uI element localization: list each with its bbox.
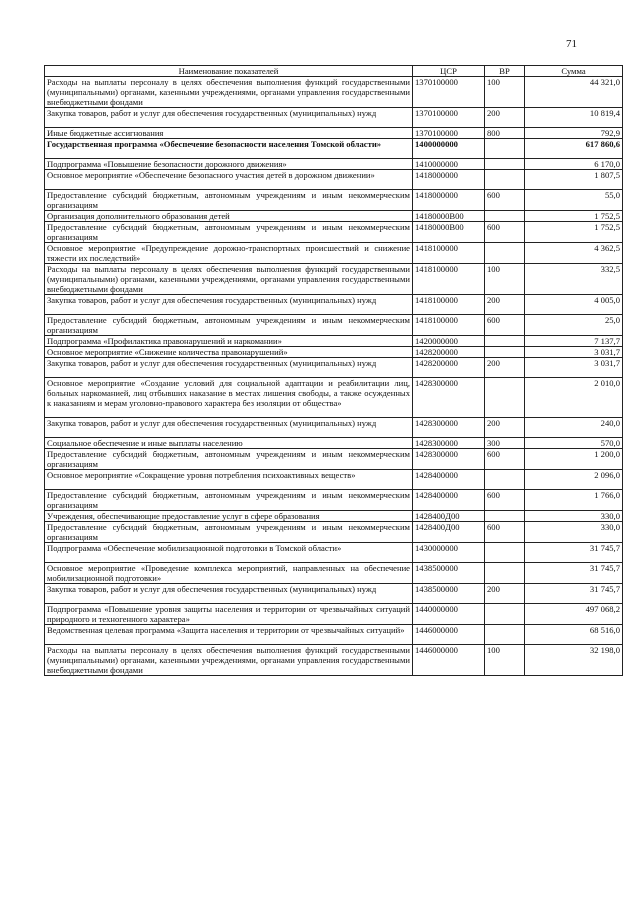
row-vr xyxy=(485,139,525,159)
row-sum: 44 321,0 xyxy=(525,77,623,108)
row-csr: 1370100000 xyxy=(413,77,485,108)
row-sum: 3 031,7 xyxy=(525,358,623,378)
table-row xyxy=(45,522,623,543)
row-name: Подпрограмма «Обеспечение мобилизационной подготовки в Томской области» xyxy=(45,543,413,563)
row-csr: 1418100000 xyxy=(413,243,485,264)
row-name: Учреждения, обеспечивающие предоставление услуг в сфере образования xyxy=(45,511,413,522)
row-vr xyxy=(485,543,525,563)
table-row xyxy=(45,378,623,418)
budget-table xyxy=(44,65,623,676)
header-csr: ЦСР xyxy=(413,66,485,77)
table-row xyxy=(45,511,623,522)
row-csr: 1440000000 xyxy=(413,604,485,625)
row-sum: 1 752,5 xyxy=(525,211,623,222)
header-name: Наименование показателей xyxy=(45,66,413,77)
row-name: Государственная программа «Обеспечение безопасности населения Томской области» xyxy=(45,139,413,159)
row-name: Расходы на выплаты персоналу в целях обеспечения выполнения функций государственными (муниципальными) органами, казенными учреждениями, органами управления государственными внебюджетными фондами xyxy=(45,645,413,676)
row-vr xyxy=(485,170,525,190)
row-csr: 1428300000 xyxy=(413,418,485,438)
row-csr: 1438500000 xyxy=(413,563,485,584)
row-name: Социальное обеспечение и иные выплаты населению xyxy=(45,438,413,449)
table-row xyxy=(45,490,623,511)
row-name: Основное мероприятие «Проведение комплекса мероприятий, направленных на обеспечение мобилизационной подготовки» xyxy=(45,563,413,584)
row-vr xyxy=(485,211,525,222)
table-header-row xyxy=(45,66,623,77)
row-sum: 7 137,7 xyxy=(525,336,623,347)
table-row xyxy=(45,358,623,378)
row-csr: 1428400000 xyxy=(413,470,485,490)
row-name: Предоставление субсидий бюджетным, автономным учреждениям и иным некоммерческим организациям xyxy=(45,522,413,543)
row-vr: 200 xyxy=(485,108,525,128)
row-csr: 1418000000 xyxy=(413,170,485,190)
row-sum: 31 745,7 xyxy=(525,543,623,563)
row-sum: 1 807,5 xyxy=(525,170,623,190)
row-vr xyxy=(485,347,525,358)
row-name: Основное мероприятие «Обеспечение безопасного участия детей в дорожном движении» xyxy=(45,170,413,190)
row-sum: 570,0 xyxy=(525,438,623,449)
row-name: Подпрограмма «Профилактика правонарушений и наркомании» xyxy=(45,336,413,347)
row-name: Предоставление субсидий бюджетным, автономным учреждениям и иным некоммерческим организациям xyxy=(45,190,413,211)
row-name: Организация дополнительного образования детей xyxy=(45,211,413,222)
row-sum: 55,0 xyxy=(525,190,623,211)
row-sum: 32 198,0 xyxy=(525,645,623,676)
row-name: Основное мероприятие «Предупреждение дорожно-транспортных происшествий и снижение тяжести их последствий» xyxy=(45,243,413,264)
row-vr xyxy=(485,563,525,584)
row-csr: 1428200000 xyxy=(413,347,485,358)
row-name: Ведомственная целевая программа «Защита населения и территории от чрезвычайных ситуаций» xyxy=(45,625,413,645)
table-row xyxy=(45,243,623,264)
row-sum: 6 170,0 xyxy=(525,159,623,170)
table-row xyxy=(45,470,623,490)
row-vr xyxy=(485,159,525,170)
row-csr: 1420000000 xyxy=(413,336,485,347)
row-name: Основное мероприятие «Снижение количества правонарушений» xyxy=(45,347,413,358)
row-sum: 31 745,7 xyxy=(525,584,623,604)
table-row xyxy=(45,449,623,470)
row-name: Предоставление субсидий бюджетным, автономным учреждениям и иным некоммерческим организациям xyxy=(45,222,413,243)
table-row xyxy=(45,264,623,295)
row-csr: 1418100000 xyxy=(413,264,485,295)
row-sum: 68 516,0 xyxy=(525,625,623,645)
row-vr: 200 xyxy=(485,418,525,438)
table-row xyxy=(45,625,623,645)
row-name: Расходы на выплаты персоналу в целях обеспечения выполнения функций государственными (муниципальными) органами, казенными учреждениями, органами управления государственными внебюджетными фондами xyxy=(45,77,413,108)
table-row xyxy=(45,336,623,347)
table-row xyxy=(45,222,623,243)
row-csr: 1428300000 xyxy=(413,449,485,470)
row-sum: 1 766,0 xyxy=(525,490,623,511)
row-vr: 100 xyxy=(485,264,525,295)
row-sum: 31 745,7 xyxy=(525,563,623,584)
row-csr: 1430000000 xyxy=(413,543,485,563)
row-vr: 600 xyxy=(485,490,525,511)
row-csr: 1428300000 xyxy=(413,378,485,418)
header-vr: ВР xyxy=(485,66,525,77)
row-vr: 200 xyxy=(485,358,525,378)
row-vr xyxy=(485,336,525,347)
table-row xyxy=(45,438,623,449)
row-name: Подпрограмма «Повышение уровня защиты населения и территории от чрезвычайных ситуаций природного и техногенного характера» xyxy=(45,604,413,625)
row-name: Закупка товаров, работ и услуг для обеспечения государственных (муниципальных) нужд xyxy=(45,358,413,378)
table-row xyxy=(45,347,623,358)
table-row xyxy=(45,108,623,128)
row-sum: 792,9 xyxy=(525,128,623,139)
row-vr: 800 xyxy=(485,128,525,139)
row-csr: 1428400000 xyxy=(413,490,485,511)
row-name: Подпрограмма «Повышение безопасности дорожного движения» xyxy=(45,159,413,170)
row-vr: 100 xyxy=(485,645,525,676)
row-vr: 600 xyxy=(485,190,525,211)
row-sum: 1 752,5 xyxy=(525,222,623,243)
row-csr: 1446000000 xyxy=(413,645,485,676)
row-csr: 1446000000 xyxy=(413,625,485,645)
row-vr: 600 xyxy=(485,449,525,470)
row-sum: 25,0 xyxy=(525,315,623,336)
row-name: Закупка товаров, работ и услуг для обеспечения государственных (муниципальных) нужд xyxy=(45,108,413,128)
row-csr: 1370100000 xyxy=(413,108,485,128)
row-name: Закупка товаров, работ и услуг для обеспечения государственных (муниципальных) нужд xyxy=(45,584,413,604)
table-body xyxy=(45,77,623,676)
row-vr xyxy=(485,243,525,264)
row-sum: 332,5 xyxy=(525,264,623,295)
row-sum: 330,0 xyxy=(525,511,623,522)
row-csr: 1438500000 xyxy=(413,584,485,604)
table-row xyxy=(45,77,623,108)
row-name: Основное мероприятие «Сокращение уровня потребления психоактивных веществ» xyxy=(45,470,413,490)
row-vr xyxy=(485,470,525,490)
row-sum: 4 005,0 xyxy=(525,295,623,315)
row-vr: 200 xyxy=(485,584,525,604)
header-sum: Сумма xyxy=(525,66,623,77)
row-vr xyxy=(485,625,525,645)
row-vr: 200 xyxy=(485,295,525,315)
table-row xyxy=(45,170,623,190)
row-sum: 4 362,5 xyxy=(525,243,623,264)
row-name: Основное мероприятие «Создание условий для социальной адаптации и реабилитации лиц, больных наркоманией, лиц отбывших наказание в местах лишения свободы, а также осужденных к наказаниям и мерам уголовно-правового характера без изоляции от общества» xyxy=(45,378,413,418)
row-csr: 1428200000 xyxy=(413,358,485,378)
row-csr: 1428400Д00 xyxy=(413,522,485,543)
table-row xyxy=(45,543,623,563)
row-csr: 1428300000 xyxy=(413,438,485,449)
table-row xyxy=(45,563,623,584)
table-row xyxy=(45,604,623,625)
table-row xyxy=(45,645,623,676)
row-sum: 2 096,0 xyxy=(525,470,623,490)
row-sum: 497 068,2 xyxy=(525,604,623,625)
row-sum: 10 819,4 xyxy=(525,108,623,128)
row-vr: 600 xyxy=(485,315,525,336)
row-name: Предоставление субсидий бюджетным, автономным учреждениям и иным некоммерческим организациям xyxy=(45,315,413,336)
row-sum: 2 010,0 xyxy=(525,378,623,418)
row-name: Предоставление субсидий бюджетным, автономным учреждениям и иным некоммерческим организациям xyxy=(45,449,413,470)
table-row xyxy=(45,418,623,438)
row-sum: 240,0 xyxy=(525,418,623,438)
page-number: 71 xyxy=(566,38,577,50)
row-csr: 1410000000 xyxy=(413,159,485,170)
row-csr: 1428400Д00 xyxy=(413,511,485,522)
row-csr: 14180000В00 xyxy=(413,211,485,222)
row-sum: 330,0 xyxy=(525,522,623,543)
row-sum: 3 031,7 xyxy=(525,347,623,358)
row-vr: 600 xyxy=(485,522,525,543)
row-csr: 1418000000 xyxy=(413,190,485,211)
row-vr xyxy=(485,511,525,522)
row-vr xyxy=(485,378,525,418)
row-vr xyxy=(485,604,525,625)
row-vr: 300 xyxy=(485,438,525,449)
row-csr: 1418100000 xyxy=(413,315,485,336)
row-vr: 100 xyxy=(485,77,525,108)
row-csr: 1400000000 xyxy=(413,139,485,159)
table-row xyxy=(45,211,623,222)
table-row xyxy=(45,139,623,159)
row-sum: 617 860,6 xyxy=(525,139,623,159)
table-row xyxy=(45,295,623,315)
table-row xyxy=(45,190,623,211)
row-name: Закупка товаров, работ и услуг для обеспечения государственных (муниципальных) нужд xyxy=(45,295,413,315)
row-vr: 600 xyxy=(485,222,525,243)
table-row xyxy=(45,128,623,139)
table-row xyxy=(45,159,623,170)
table-row xyxy=(45,315,623,336)
row-name: Предоставление субсидий бюджетным, автономным учреждениям и иным некоммерческим организациям xyxy=(45,490,413,511)
row-name: Иные бюджетные ассигнования xyxy=(45,128,413,139)
row-sum: 1 200,0 xyxy=(525,449,623,470)
row-csr: 14180000В00 xyxy=(413,222,485,243)
row-name: Расходы на выплаты персоналу в целях обеспечения выполнения функций государственными (муниципальными) органами, казенными учреждениями, органами управления государственными внебюджетными фондами xyxy=(45,264,413,295)
table-row xyxy=(45,584,623,604)
row-csr: 1370100000 xyxy=(413,128,485,139)
row-csr: 1418100000 xyxy=(413,295,485,315)
row-name: Закупка товаров, работ и услуг для обеспечения государственных (муниципальных) нужд xyxy=(45,418,413,438)
